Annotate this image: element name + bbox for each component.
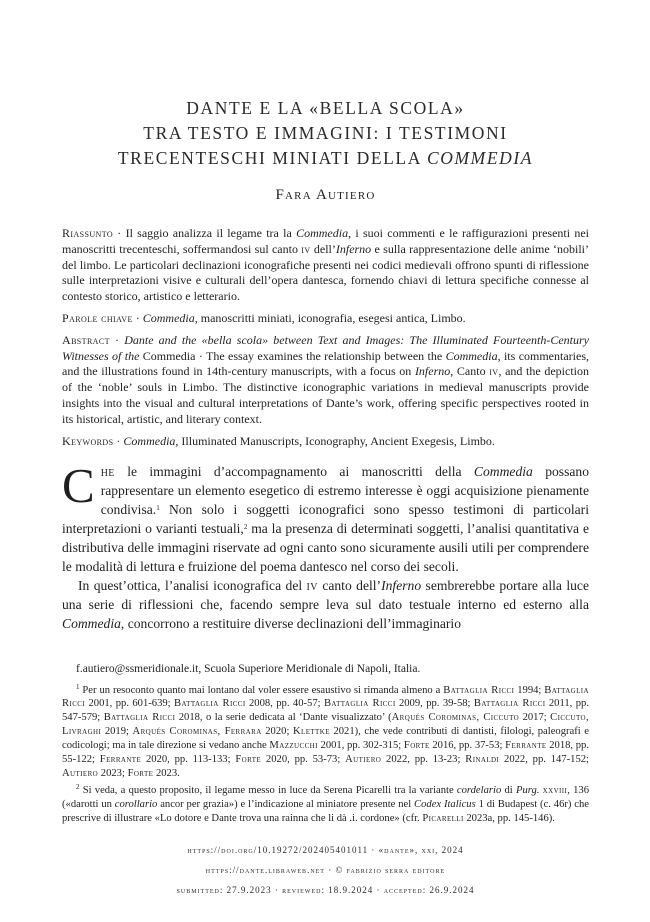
cited-author: Battaglia Ricci (103, 712, 176, 724)
text-run: 2018, o la serie dedicata al ‘Dante visualizzato’ ( (175, 712, 392, 724)
text-run: , manoscritti miniati, iconografia, esegesi antica, Limbo. (194, 310, 466, 325)
italic-run: Inferno (335, 241, 372, 256)
italic-run: Codex Italicus (414, 798, 476, 810)
english-title: Dante and the «bella scola» between Text and Images: The Illuminated Fourteenth-Century Witnesses of the (62, 332, 590, 363)
cited-author: Autiero (62, 767, 99, 779)
separator: · (113, 433, 124, 448)
text-run: 2008, pp. 40-57; (245, 698, 324, 710)
italic-run: Commedia (296, 226, 349, 240)
body-paragraph-1 (62, 458, 589, 576)
text-run: 2011, pp. 547-579; (62, 698, 589, 724)
parole-chiave-paragraph (62, 311, 589, 327)
footnote-ref-2[interactable]: 2 (243, 523, 248, 532)
cited-author: Forte (235, 754, 262, 766)
separator: · (195, 348, 207, 363)
separator: · (113, 226, 126, 240)
article-page (62, 0, 589, 900)
canto-number: iv (489, 364, 499, 379)
keywords-paragraph (62, 434, 589, 450)
cited-author: Arqués Corominas, Ciccuto (391, 712, 520, 724)
text-run: Non solo i soggetti iconografici sono spesso testimoni di particolari interpretazioni o varianti testuali, (62, 502, 589, 537)
italic-run: Commedia (445, 348, 498, 363)
text-run: di (501, 784, 516, 796)
italic-run: corollario (114, 798, 158, 810)
text-run: , Canto (450, 364, 490, 379)
author-name: Fara Autiero (275, 187, 376, 203)
text-run: 2023; (98, 767, 128, 779)
text-run: The essay examines the relationship between the (206, 348, 446, 363)
cited-author: Battaglia Ricci (323, 698, 396, 710)
text-run: 2001, pp. 601-639; (85, 698, 175, 710)
text-run: le immagini d’accompagnamento ai manoscritti della (114, 464, 474, 480)
keywords-label: Keywords (62, 433, 114, 448)
text-run: ancor per grazia») e l’indicazione al miniatore presente nel (157, 798, 415, 810)
text-run: ma la presenza di determinati soggetti, l’analisi quantitativa e distributiva delle immagini riservate ad ogni canto sono sicuramente ausili utili per comprendere le modalità di lettura e fruizione del poema dantesco nel corso dei secoli. (62, 521, 589, 574)
cited-author: Ferrante (99, 754, 142, 766)
body-text (62, 458, 589, 633)
parole-label: Parole chiave (62, 310, 133, 325)
italic-run: Inferno (414, 364, 451, 379)
author-affiliation: f.autiero@ssmeridionale.it, Scuola Superiore Meridionale di Napoli, Italia. (76, 662, 421, 675)
abstract-label: Abstract (62, 332, 110, 347)
abstract-paragraph (62, 333, 589, 428)
text-run: 2022, pp. 13-23; (381, 754, 466, 766)
footnote-number: 1 (76, 682, 80, 691)
footnote-number: 2 (76, 782, 80, 791)
italic-run: Commedia (62, 615, 121, 631)
canto-number: iv (301, 241, 311, 256)
cited-author: Battaglia Ricci (473, 698, 546, 710)
title-line-2: TRA TESTO E IMMAGINI: I TESTIMONI (143, 123, 508, 143)
text-run: 2019; (101, 726, 133, 738)
cited-author: Ferrante (505, 740, 547, 752)
text-run: 2020; (261, 726, 293, 738)
separator: · (109, 332, 125, 347)
text-run: Commedia (139, 348, 196, 363)
drop-cap: C (62, 458, 95, 514)
text-run: 2020, pp. 53-73; (261, 754, 346, 766)
italic-run: Commedia (473, 464, 533, 480)
text-run: , and the depiction of the ‘noble’ souls in Limbo. The distinctive iconographic variations in medieval manuscripts provide insights into the visual and cultural interpretations of Dante’s work, offering specific perspectives rooted in its historical, artistic, and literary context. (62, 364, 590, 426)
cited-author: Arqués Corominas, Ferrara (132, 726, 262, 738)
cited-author: Ciccuto, Livraghi (62, 712, 589, 738)
article-title (62, 96, 589, 171)
cited-author: Forte (127, 767, 154, 779)
cited-author: Autiero (345, 754, 382, 766)
dates-line: submitted: 27.9.2023 · reviewed: 18.9.2024 · accepted: 26.9.2024 (176, 884, 475, 895)
text-run: canto dell’ (317, 577, 382, 593)
text-run: dell’ (310, 241, 336, 256)
text-run: Per un resoconto quanto mai lontano dal voler essere esaustivo si rimanda almeno a (79, 684, 444, 696)
text-run: 2016, pp. 37-53; (429, 740, 506, 752)
text-run: In quest’ottica, l’analisi iconografica del (78, 577, 307, 593)
cited-author: Battaglia Ricci (174, 698, 246, 710)
small-caps-run: he (100, 464, 115, 480)
separator: · (132, 310, 143, 325)
text-run: 2018, pp. 55-122; (62, 740, 590, 766)
page-footer (62, 840, 589, 900)
italic-run: Inferno (381, 577, 422, 593)
text-run: 2017; (519, 712, 551, 724)
abstract-block (62, 226, 589, 449)
italic-run: Purg. (515, 784, 540, 796)
text-run: , 136 («darotti un (62, 784, 590, 810)
text-run: Il saggio analizza il legame tra la (125, 226, 297, 240)
footnotes (62, 684, 589, 826)
title-line-3 (62, 146, 589, 171)
text-run: , i suoi commenti e le raffigurazioni presenti nei manoscritti trecenteschi, soffermandosi sul canto (62, 226, 589, 256)
cited-author: Battaglia Ricci (443, 684, 515, 696)
cited-author: Battaglia Ricci (62, 684, 589, 710)
footnote-1 (62, 684, 589, 781)
text-run: sembrerebbe portare alla luce una serie di riflessioni che, facendo sempre leva sul dato testuale interno ed esterno alla (62, 577, 589, 612)
title-commedia: COMMEDIA (426, 148, 534, 168)
text-run: , Illuminated Manuscripts, Iconography, Ancient Exegesis, Limbo. (175, 433, 495, 448)
cited-author: Forte (403, 740, 430, 752)
publisher-line[interactable]: https://dante.libraweb.net · © fabrizio serra editore (205, 864, 446, 875)
doi-line[interactable]: https://doi.org/10.19272/202405401011 · «dante», xxi, 2024 (187, 844, 464, 855)
title-line-3-text: TRECENTESCHI MINIATI DELLA (117, 148, 427, 168)
body-paragraph-2 (62, 577, 589, 634)
text-run: 2023a, pp. 145-146). (463, 812, 555, 824)
text-run: , concorrono a restituire diverse declinazioni dell’immaginario (120, 615, 462, 631)
text-run: 1994; (514, 684, 545, 696)
cited-author: Klettke (292, 726, 330, 738)
text-run: 1 di Budapest (c. 46r) che prescrive di illustrare «Lo dotore e Dante trova una rainna che li dà .i. cordone» (cfr. (62, 798, 589, 824)
text-run: 2022, pp. 147-152; (499, 754, 589, 766)
text-run: e sulla rappresentazione delle anime ‘nobili’ del limbo. Le particolari declinazioni iconografiche presenti nei codici medievali offrono spunti di riflessione sulle interpretazioni visive e culturali dell’opera dantesca, fornendo chiavi di lettura specifiche connesse al contesto storico, artistico e letterario. (62, 241, 589, 304)
italic-run: Commedia (142, 310, 195, 325)
canto-number: iv (306, 577, 318, 593)
footnote-2 (62, 784, 589, 826)
title-line-1: DANTE E LA «BELLA SCOLA» (186, 98, 465, 118)
riassunto-paragraph (62, 226, 589, 305)
text-run: 2023. (153, 767, 180, 779)
text-run: Si veda, a questo proposito, il legame messo in luce da Serena Picarelli tra la variante (79, 784, 457, 796)
canto-number: xxviii (542, 784, 568, 796)
text-run: 2021), che vede contributi di dantisti, filologi, paleografi e codicologi; ma in tale direzione si vedano anche (62, 726, 589, 752)
footnote-ref-1[interactable]: 1 (156, 504, 160, 513)
text-run: 2020, pp. 113-133; (141, 754, 236, 766)
cited-author: Rinaldi (465, 754, 500, 766)
text-run: , its commentaries, and the illustrations found in 14th-century manuscripts, with a focus on (62, 348, 589, 379)
text-run: possano rappresentare un elemento esegetico di estremo interesse è oggi acquisizione pienamente condivisa. (100, 464, 589, 518)
italic-run: cordelario (456, 784, 502, 796)
italic-run: Commedia (123, 433, 176, 448)
cited-author: Mazzucchi (269, 740, 318, 752)
text-run: 2001, pp. 302-315; (317, 740, 404, 752)
text-run: 2009, pp. 39-58; (395, 698, 474, 710)
riassunto-label: Riassunto (62, 226, 114, 240)
cited-author: Picarelli (422, 812, 464, 824)
